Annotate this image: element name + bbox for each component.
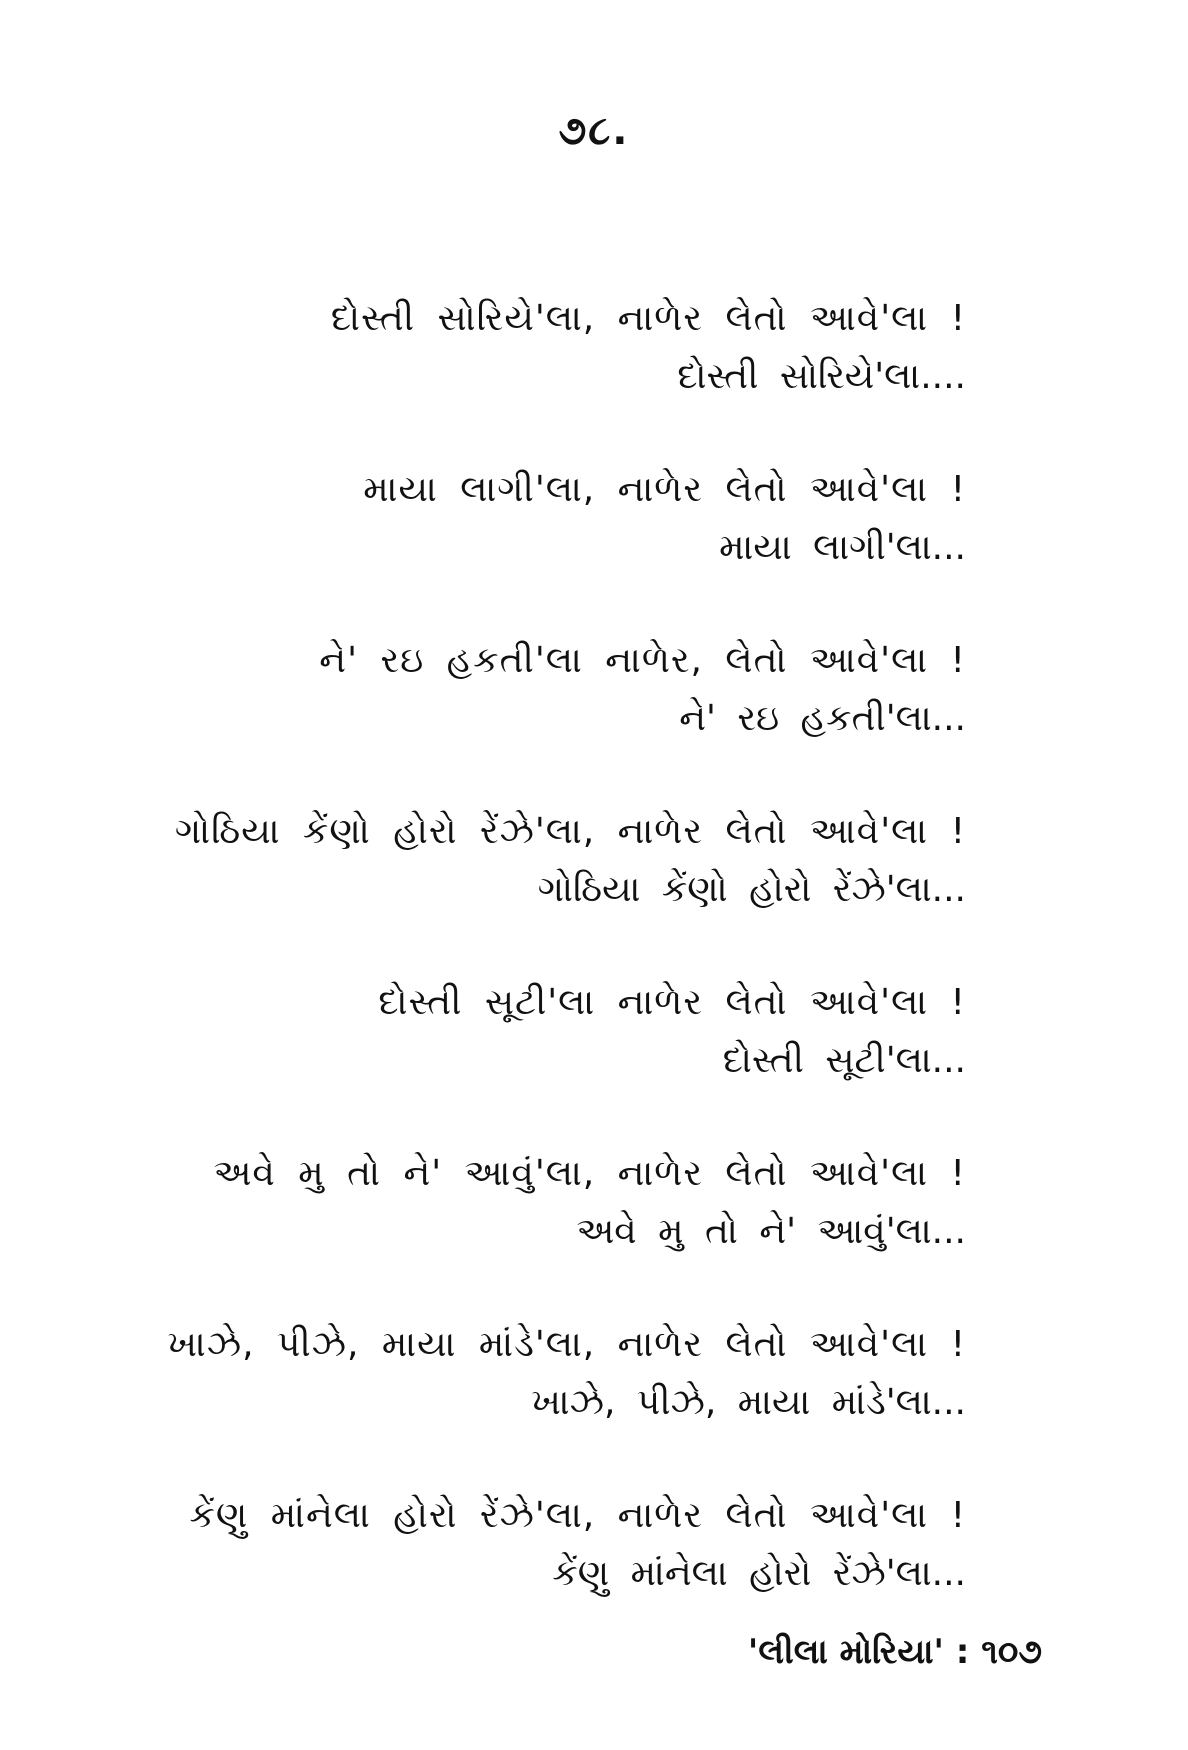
refrain-line: ને' રઇ હકતી'લા... [679,698,966,739]
stanza [106,803,966,919]
verse-line: અવે મુ તો ને' આવું'લા, નાળેર લેતો આવે'લા ! [213,1153,966,1194]
verse-line: કેંણુ માંનેલા હોરો રેંઝે'લા, નાળેર લેતો આવે'લા ! [189,1495,966,1536]
verse-line: ખાઝે, પીઝે, માયા માંડે'લા, નાળેર લેતો આવે'લા ! [167,1324,966,1365]
refrain-line: ખાઝે, પીઝે, માયા માંડે'લા... [531,1382,966,1423]
page-number: ૭૮. [558,108,630,154]
refrain-line: કેંણુ માંનેલા હોરો રેંઝે'લા... [552,1553,966,1594]
stanza [106,1145,966,1261]
stanza [106,974,966,1090]
refrain-line: દોસ્તી સોરિયે'લા.... [677,356,966,397]
verse-line: ને' રઇ હકતી'લા નાળેર, લેતો આવે'લા ! [319,640,966,681]
poem [106,290,966,1658]
refrain-line: અવે મુ તો ને' આવું'લા... [576,1211,966,1252]
stanza [106,461,966,577]
refrain-line: ગોઠિયા કેંણો હોરો રેંઝે'લા... [537,869,966,910]
stanza [106,632,966,748]
stanza [106,1316,966,1432]
stanza [106,290,966,406]
refrain-line: માયા લાગી'લા... [719,527,966,568]
verse-line: માયા લાગી'લા, નાળેર લેતો આવે'લા ! [363,469,966,510]
verse-line: દોસ્તી સૂટી'લા નાળેર લેતો આવે'લા ! [378,982,966,1023]
refrain-line: દોસ્તી સૂટી'લા... [722,1040,966,1081]
verse-line: દોસ્તી સોરિયે'લા, નાળેર લેતો આવે'લા ! [330,298,966,339]
verse-line: ગોઠિયા કેંણો હોરો રેંઝે'લા, નાળેર લેતો આવે'લા ! [174,811,966,852]
book-title-footer: 'લીલા મોરિયા' : ૧૦૭ [747,1632,1042,1672]
stanza [106,1487,966,1603]
